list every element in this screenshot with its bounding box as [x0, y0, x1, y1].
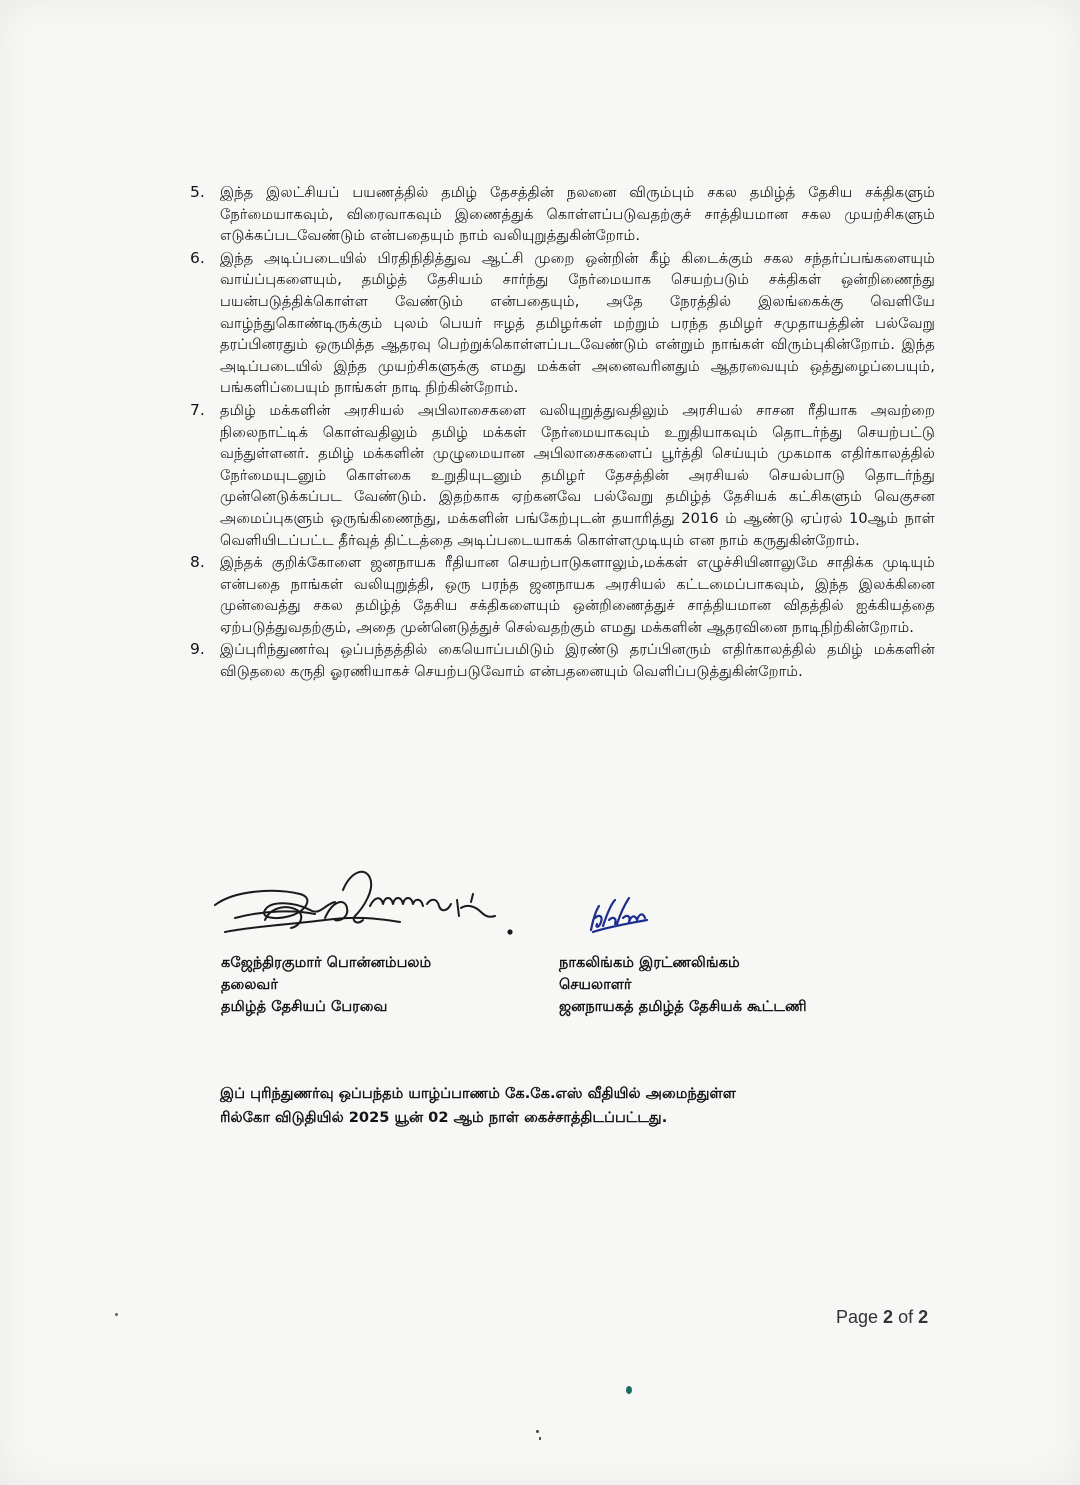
clause-text: இந்த அடிப்படையில் பிரதிநிதித்துவ ஆட்சி முறை ஒன்றின் கீழ் கிடைக்கும் சகல சந்தர்ப்பங்களையும் வாய்ப்புகளையும், தமிழ்த் தேசியம் சார்ந்து நேர்மையாக செயற்படும் சக்திகள் ஒன்றிணைந்து பயன்படுத்திக்கொள்ள வேண்டும் என்பதையும், அதே நேரத்தில் இலங்கைக்கு வெளியே வாழ்ந்துகொண்டிருக்கும் புலம் பெயர் ஈழத் தமிழர்கள் மற்றும் பரந்த தமிழர் சமுதாயத்தின் பல்வேறு தரப்பினரதும் ஒருமித்த ஆதரவு பெற்றுக்கொள்ளப்படவேண்டும் என்றும் நாங்கள் விரும்புகின்றோம். இந்த அடிப்படையில் இந்த முயற்சிகளுக்கு எமது மக்கள் அனைவரினதும் ஆதரவையும் ஒத்துழைப்பையும், பங்களிப்பையும் நாங்கள் நாடி நிற்கின்றோம்.: [220, 249, 935, 397]
signature-left: [205, 860, 525, 950]
clause-text: இப்புரிந்துணர்வு ஒப்பந்தத்தில் கையொப்பமிடும் இரண்டு தரப்பினரும் எதிர்காலத்தில் தமிழ் மக்களின் விடுதலை கருதி ஓரணியாகச் செயற்படுவோம் என்பதனையும் வெளிப்படுத்துகின்றோம்.: [220, 641, 935, 681]
scan-speck: [539, 1437, 541, 1440]
page-number-current: 2: [883, 1307, 894, 1327]
page-number-middle: of: [893, 1307, 919, 1327]
signatory-organization: தமிழ்த் தேசியப் பேரவை: [221, 998, 388, 1015]
clause-number: 5.: [190, 183, 205, 201]
clause-text: தமிழ் மக்களின் அரசியல் அபிலாசைகளை வலியுறுத்துவதிலும் அரசியல் சாசன ரீதியாக அவற்றை நிலைநாட்டிக் கொள்வதிலும் தமிழ் மக்கள் நேர்மையாகவும் உறுதியாகவும் தொடர்ந்து செயற்பட்டு வந்துள்ளனர். தமிழ் மக்களின் முழுமையான அபிலாசைகளைப் பூர்த்தி செய்யும் முகமாக எதிர்காலத்தில் நேர்மையுடனும் கொள்கை உறுதியுடனும் தமிழர் தேசத்தின் அரசியல் செயல்பாடு தொடர்ந்து முன்னெடுக்கப்பட வேண்டும். இதற்காக ஏற்கனவே பல்வேறு தமிழ்த் தேசியக் கட்சிகளும் வெகுசன அமைப்புகளும் ஒருங்கிணைந்து, மக்களின் பங்கேற்புடன் தயாரித்து 2016 ம் ஆண்டு ஏப்ரல் 10ஆம் நாள் வெளியிடப்பட்ட தீர்வுத் திட்டத்தை அடிப்படையாகக் கொள்ளமுடியும் என நாம் கருதுகின்றோம்.: [220, 401, 935, 549]
page-number-prefix: Page: [836, 1307, 884, 1327]
clause-9: [190, 639, 935, 682]
signature-right: [585, 890, 655, 940]
clause-list: [190, 182, 935, 684]
signatory-left: [221, 952, 431, 1018]
clause-5: [190, 182, 935, 247]
clause-text: இந்த இலட்சியப் பயணத்தில் தமிழ் தேசத்தின் நலனை விரும்பும் சகல தமிழ்த் தேசிய சக்திகளும் நேர்மையாகவும், விரைவாகவும் இணைத்துக் கொள்ளப்படுவதற்குச் சாத்தியமான சகல முயற்சிகளும் எடுக்கப்படவேண்டும் என்பதையும் நாம் வலியுறுத்துகின்றோம்.: [220, 184, 935, 245]
signatory-organization: ஜனநாயகத் தமிழ்த் தேசியக் கூட்டணி: [559, 998, 807, 1015]
closing-line: ரில்கோ விடுதியில் 2025 யூன் 02 ஆம் நாள் கைச்சாத்திடப்பட்டது.: [220, 1109, 668, 1126]
clause-number: 7.: [190, 400, 205, 419]
signatory-name: நாகலிங்கம் இரட்ணலிங்கம்: [559, 954, 740, 971]
closing-line: இப் புரிந்துணர்வு ஒப்பந்தம் யாழ்ப்பாணம் கே.கே.எஸ் வீதியில் அமைந்துள்ள: [220, 1085, 736, 1102]
clause-number: 9.: [190, 640, 205, 659]
clause-number: 6.: [190, 248, 205, 267]
closing-statement: [220, 1082, 900, 1130]
signatory-right: [559, 952, 807, 1018]
scan-speck: [536, 1430, 539, 1433]
clause-text: இந்தக் குறிக்கோளை ஜனநாயக ரீதியான செயற்பாடுகளாலும்,மக்கள் எழுச்சியினாலுமே சாதிக்க முடியும் என்பதை நாங்கள் வலியுறுத்தி, ஒரு பரந்த ஜனநாயக அரசியல் கட்டமைப்பாகவும், இந்த இலக்கினை முன்வைத்து சகல தமிழ்த் தேசிய சக்திகளையும் ஒன்றிணைத்துச் சாத்தியமான விதத்தில் ஐக்கியத்தை ஏற்படுத்துவதற்கும், அதை முன்னெடுத்துச் செல்வதற்கும் எமது மக்களின் ஆதரவினை நாடிநிற்கின்றோம்.: [220, 554, 935, 636]
scan-speck: [626, 1386, 632, 1394]
clause-number: 8.: [190, 553, 205, 572]
scan-speck: [115, 1313, 118, 1316]
page-number-total: 2: [918, 1307, 929, 1327]
clause-6: [190, 248, 935, 399]
signatory-title: தலைவர்: [221, 976, 279, 993]
signatory-title: செயலாளர்: [559, 976, 632, 993]
page-number: [836, 1307, 928, 1328]
clause-7: [190, 400, 935, 551]
signatory-name: கஜேந்திரகுமார் பொன்னம்பலம்: [221, 954, 432, 971]
clause-8: [190, 552, 935, 638]
